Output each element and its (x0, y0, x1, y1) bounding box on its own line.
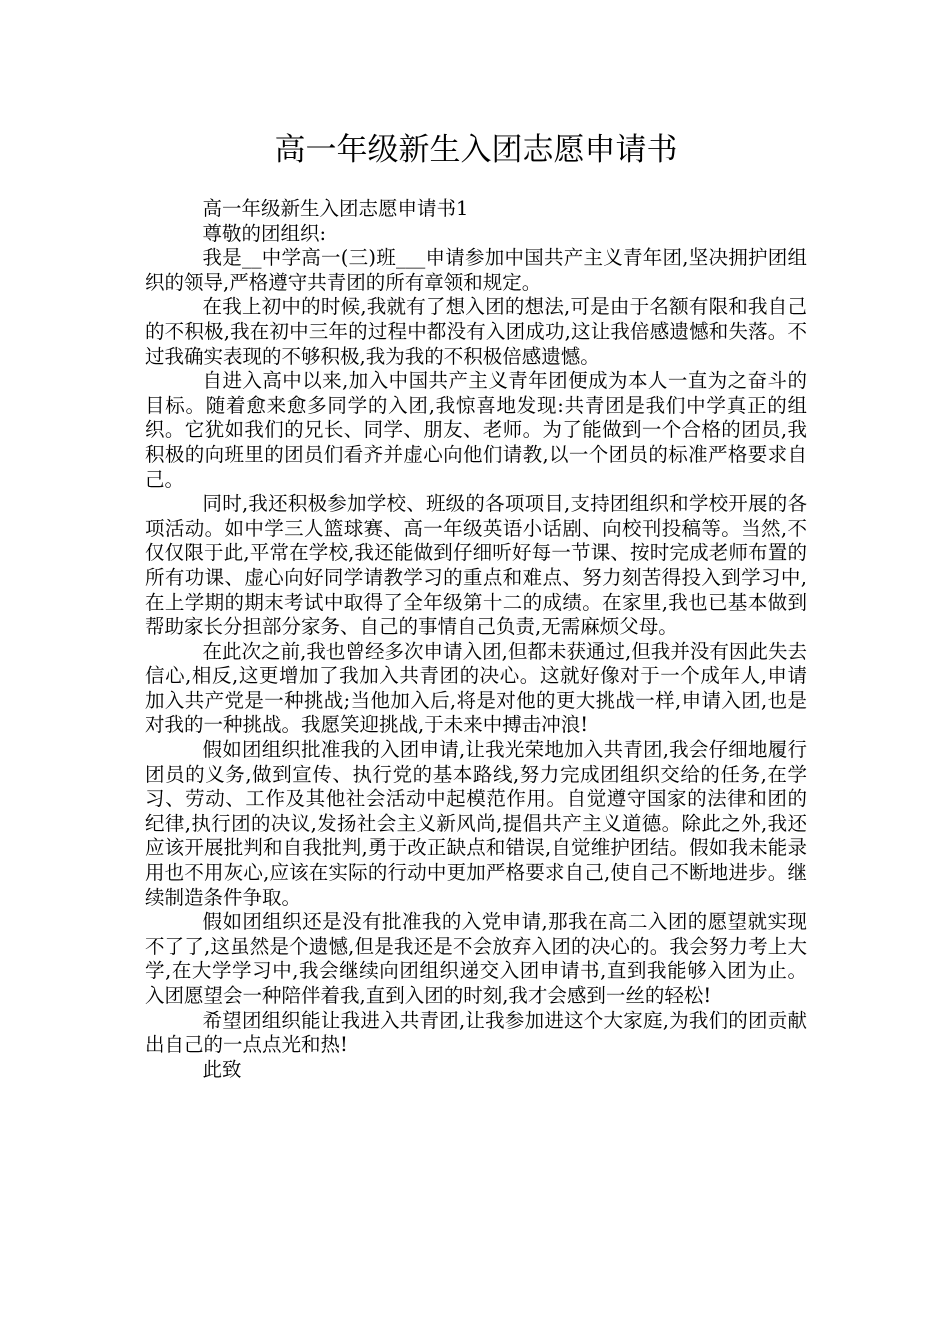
salutation-paragraph: 尊敬的团组织: (202, 221, 327, 245)
body-paragraph: 假如团组织还是没有批准我的入党申请,那我在高二入团的愿望就实现不了了,这虽然是个遗憾,但是我还是不会放弃入团的决心的。我会努力考上大学,在大学学习中,我会继续向团组织递交入团申请书,直到我能够入团为止。入团愿望会一种陪伴着我,直到入团的时刻,我才会感到一丝的轻松! (145, 910, 807, 1007)
closing-paragraph: 此致 (202, 1057, 242, 1081)
body-paragraph: 在我上初中的时候,我就有了想入团的想法,可是由于名额有限和我自己的不积极,我在初中三年的过程中都没有入团成功,这让我倍感遗憾和失落。不过我确实表现的不够积极,我为我的不积极倍感遗憾。 (145, 295, 807, 368)
body-paragraph: 同时,我还积极参加学校、班级的各项项目,支持团组织和学校开展的各项活动。如中学三人篮球赛、高一年级英语小话剧、向校刊投稿等。当然,不仅仅限于此,平常在学校,我还能做到仔细听好每一节课、按时完成老师布置的所有功课、虚心向好同学请教学习的重点和难点、努力刻苦得投入到学习中,在上学期的期末考试中取得了全年级第十二的成绩。在家里,我也已基本做到帮助家长分担部分家务、自己的事情自己负责,无需麻烦父母。 (145, 492, 807, 639)
body-paragraph: 在此次之前,我也曾经多次申请入团,但都未获通过,但我并没有因此失去信心,相反,这更增加了我加入共青团的决心。这就好像对于一个成年人,申请加入共产党是一种挑战;当他加入后,将是对他的更大挑战一样,申请入团,也是对我的一种挑战。我愿笑迎挑战,于未来中搏击冲浪! (145, 639, 807, 737)
body-paragraph: 假如团组织批准我的入团申请,让我光荣地加入共青团,我会仔细地履行团员的义务,做到宣传、执行党的基本路线,努力完成团组织交给的任务,在学习、劳动、工作及其他社会活动中起模范作用。自觉遵守国家的法律和团的纪律,执行团的决议,发扬社会主义新风尚,提倡共产主义道德。除此之外,我还应该开展批判和自我批判,勇于改正缺点和错误,自觉维护团结。假如我未能录用也不用灰心,应该在实际的行动中更加严格要求自己,使自己不断地进步。继续制造条件争取。 (145, 738, 807, 909)
document-body (145, 197, 807, 1082)
body-paragraph: 我是__中学高一(三)班___申请参加中国共产主义青年团,坚决拥护团组织的领导,严格遵守共青团的所有章领和规定。 (145, 246, 807, 294)
subtitle-paragraph: 高一年级新生入团志愿申请书1 (202, 197, 469, 220)
document-title: 高一年级新生入团志愿申请书 (274, 132, 678, 168)
body-paragraph: 希望团组织能让我进入共青团,让我参加进这个大家庭,为我们的团贡献出自己的一点点光和热! (145, 1008, 807, 1057)
body-paragraph: 自进入高中以来,加入中国共产主义青年团便成为本人一直为之奋斗的目标。随着愈来愈多同学的入团,我惊喜地发现:共青团是我们中学真正的组织。它犹如我们的兄长、同学、朋友、老师。为了能做到一个合格的团员,我积极的向班里的团员们看齐并虚心向他们请教,以一个团员的标准严格要求自己。 (145, 369, 807, 491)
